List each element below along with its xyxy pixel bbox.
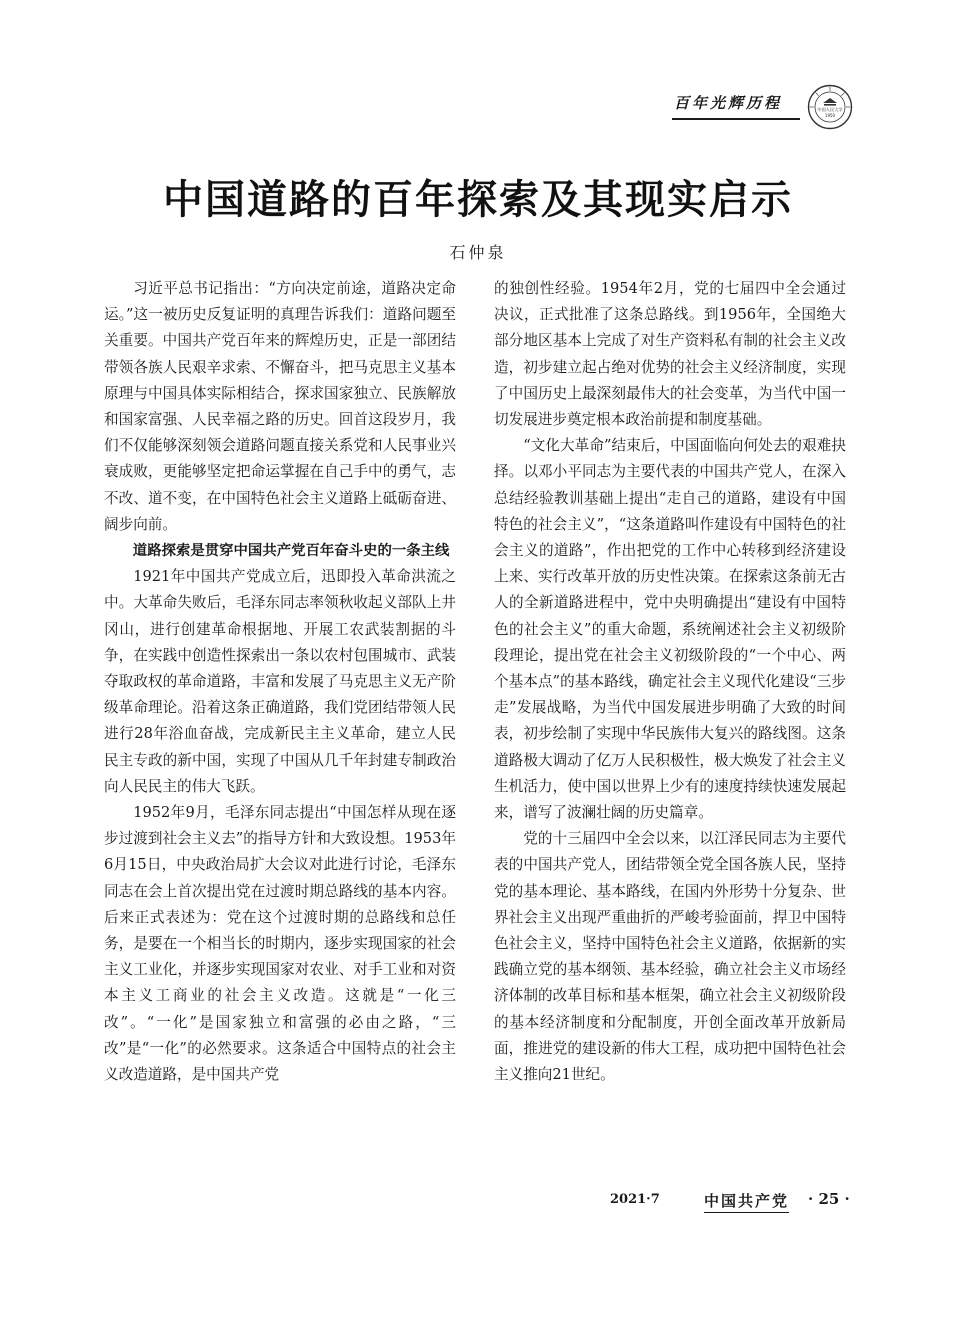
paragraph: 党的十三届四中全会以来，以江泽民同志为主要代表的中国共产党人，团结带领全党全国各族人民，坚持党的基本理论、基本路线，在国内外形势十分复杂、世界社会主义出现严重曲折的严峻考验面前，捍卫中国特色社会主义，坚持中国特色社会主义道路，依据新的实践确立党的基本纲领、基本经验，确立社会主义市场经济体制的改革目标和基本框架，确立社会主义初级阶段的基本经济制度和分配制度，开创全面改革开放新局面，推进党的建设新的伟大工程，成功把中国特色社会主义推向21世纪。: [494, 830, 846, 1084]
paragraph: 习近平总书记指出：“方向决定前途，道路决定命运。”这一被历史反复证明的真理告诉我们：道路问题至关重要。中国共产党百年来的辉煌历史，正是一部团结带领各族人民艰辛求索、不懈奋斗，把马克思主义基本原理与中国具体实际相结合，探求国家独立、民族解放和国家富强、人民幸福之路的历史。回首这段岁月，我们不仅能够深刻领会道路问题直接关系党和人民事业兴衰成败，更能够坚定把命运掌握在自己手中的勇气，志不改、道不变，在中国特色社会主义道路上砥砺奋进、阔步向前。: [104, 280, 456, 533]
section-label: 百年光辉历程: [674, 94, 783, 112]
university-seal-logo: [807, 84, 853, 130]
section-header: [660, 82, 880, 132]
section-subheading: 道路探索是贯穿中国共产党百年奋斗史的一条主线: [132, 543, 450, 560]
left-column: [104, 276, 456, 1088]
journal-name: 中国共产党: [704, 1190, 789, 1213]
paragraph: “文化大革命”结束后，中国面临向何处去的艰难抉择。以邓小平同志为主要代表的中国共产党人，在深入总结经验教训基础上提出“走自己的道路，建设有中国特色的社会主义”，“这条道路叫作建设有中国特色的社会主义的道路”，作出把党的工作中心转移到经济建设上来、实行改革开放的历史性决策。在探索这条前无古人的全新道路进程中，党中央明确提出“建设有中国特色的社会主义”的重大命题，系统阐述社会主义初级阶段理论，提出党在社会主义初级阶段的“一个中心、两个基本点”的基本路线，确定社会主义现代化建设“三步走”发展战略，为当代中国发展进步明确了大致的时间表，初步绘制了实现中华民族伟大复兴的路线图。这条道路极大调动了亿万人民积极性，极大焕发了社会主义生机活力，使中国以世界上少有的速度持续快速发展起来，谱写了波澜壮阔的历史篇章。: [494, 437, 846, 822]
svg-text:1950: 1950: [824, 113, 836, 118]
svg-text:中国人民大学: 中国人民大学: [817, 107, 843, 112]
article-title: 中国道路的百年探索及其现实启示: [163, 176, 793, 223]
page-footer: [610, 1190, 870, 1214]
article-author: 石仲泉: [449, 243, 507, 262]
page-number: · 25 ·: [808, 1190, 850, 1208]
paragraph: 1952年9月，毛泽东同志提出“中国怎样从现在逐步过渡到社会主义去”的指导方针和大致设想。1953年6月15日，中央政治局扩大会议对此进行讨论，毛泽东同志在会上首次提出党在过渡时期总路线的基本内容。后来正式表述为：党在这个过渡时期的总路线和总任务，是要在一个相当长的时期内，逐步实现国家的社会主义工业化，并逐步实现国家对农业、对手工业和对资本主义工商业的社会主义改造。这就是“一化三改”。“一化”是国家独立和富强的必由之路，“三改”是“一化”的必然要求。这条适合中国特点的社会主义改造道路，是中国共产党: [104, 804, 456, 1084]
right-column: [494, 276, 846, 1088]
issue-number: 2021·7: [610, 1192, 660, 1207]
paragraph: 1921年中国共产党成立后，迅即投入革命洪流之中。大革命失败后，毛泽东同志率领秋收起义部队上井冈山，进行创建革命根据地、开展工农武装割据的斗争，在实践中创造性探索出一条以农村包围城市、武装夺取政权的革命道路，丰富和发展了马克思主义无产阶级革命理论。沿着这条正确道路，我们党团结带领人民进行28年浴血奋战，完成新民主主义革命，建立人民民主专政的新中国，实现了中国从几千年封建专制政治向人民民主的伟大飞跃。: [104, 568, 456, 795]
paragraph-continued: 的独创性经验。1954年2月，党的七届四中全会通过决议，正式批准了这条总路线。到1956年，全国绝大部分地区基本上完成了对生产资料私有制的社会主义改造，初步建立起占绝对优势的社会主义经济制度，实现了中国历史上最深刻最伟大的社会变革，为当代中国一切发展进步奠定根本政治前提和制度基础。: [494, 280, 846, 429]
section-rule: [672, 118, 800, 120]
